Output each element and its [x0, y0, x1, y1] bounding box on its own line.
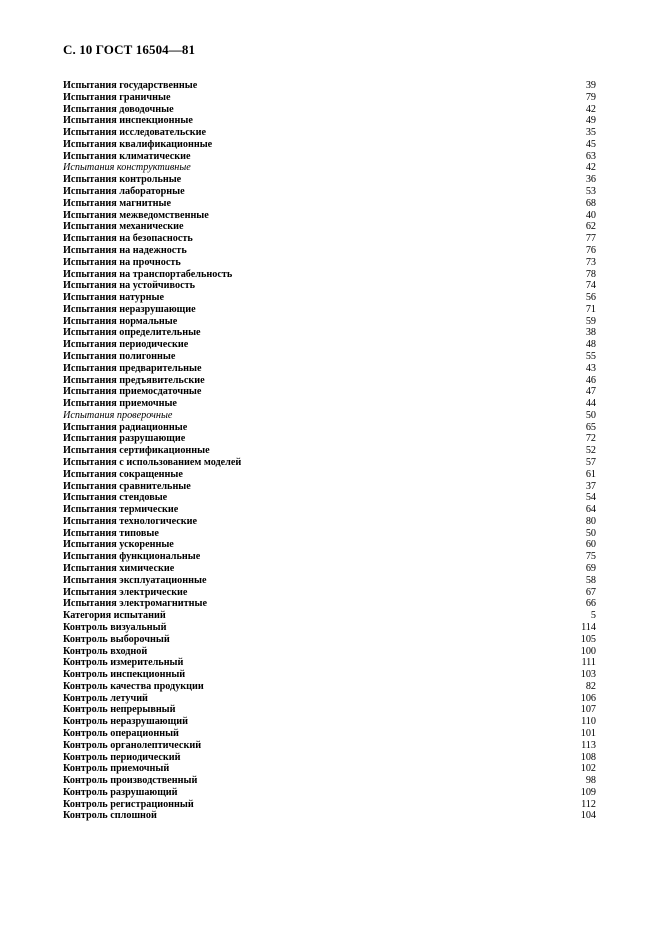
index-page-number: 114	[581, 621, 596, 633]
page-header: С. 10 ГОСТ 16504—81	[63, 42, 196, 57]
index-term: Испытания государственные	[63, 80, 198, 91]
index-term: Испытания граничные	[63, 91, 171, 103]
index-term: Испытания исследовательские	[63, 127, 207, 139]
index-entry	[63, 386, 596, 398]
index-entry	[63, 257, 596, 269]
index-page-number: 57	[585, 457, 596, 468]
index-term: Испытания сокращенные	[63, 468, 183, 480]
index-page-number: 36	[585, 174, 596, 186]
index-page-number: 108	[580, 751, 596, 763]
index-page-number: 71	[585, 303, 596, 315]
index-term: Испытания магнитные	[63, 197, 171, 209]
index-entry	[63, 693, 596, 705]
index-term: Испытания полигонные	[63, 350, 176, 362]
index-term: Контроль инспекционный	[63, 669, 186, 681]
index-page-number: 48	[585, 339, 596, 351]
index-page-number: 105	[580, 633, 596, 645]
index-page-number: 68	[585, 197, 596, 209]
index-page-number: 73	[585, 256, 596, 268]
index-page-number: 61	[585, 468, 596, 480]
index-term: Испытания сертификационные	[63, 445, 210, 457]
index-entry	[63, 481, 596, 493]
index-term: Испытания электрические	[63, 586, 188, 598]
index-term: Испытания технологические	[63, 515, 198, 527]
index-term: Контроль операционный	[63, 727, 179, 739]
index-entry	[63, 127, 596, 139]
index-page-number: 56	[585, 292, 596, 304]
index-term: Испытания механические	[63, 221, 184, 233]
index-entry	[63, 233, 596, 245]
index-term: Контроль визуальный	[63, 621, 167, 633]
index-term: Контроль разрушающий	[63, 786, 178, 798]
index-page-number: 74	[585, 280, 596, 292]
index-term: Испытания межведомственные	[63, 209, 209, 221]
index-entry	[63, 516, 596, 528]
index-term: Испытания проверочные	[63, 409, 173, 421]
index-term: Испытания предъявительские	[63, 374, 205, 386]
index-term: Контроль непрерывный	[63, 704, 176, 716]
index-term: Контроль периодический	[63, 751, 181, 763]
index-term: Испытания химические	[63, 563, 175, 575]
index-term: Испытания разрушающие	[63, 433, 186, 445]
index-term: Контроль входной	[63, 645, 148, 657]
index-page-number: 49	[585, 115, 596, 127]
index-term: Испытания функциональные	[63, 551, 201, 563]
index-term: Контроль производственный	[63, 775, 198, 787]
index-entry	[63, 186, 596, 198]
index-entry	[63, 445, 596, 457]
index-page-number: 113	[581, 739, 596, 751]
index-page-number: 5	[590, 610, 596, 622]
index-page-number: 67	[585, 586, 596, 598]
index-entry	[63, 681, 596, 693]
index-term: Испытания на безопасность	[63, 233, 193, 245]
index-page-number: 111	[581, 657, 596, 669]
index-page-number: 40	[585, 209, 596, 221]
index-entry	[63, 115, 596, 127]
index-page-number: 76	[585, 244, 596, 256]
index-term: Испытания электромагнитные	[63, 598, 207, 610]
index-term: Испытания на транспортабельность	[63, 268, 233, 280]
index-page-number: 110	[581, 716, 596, 728]
index-entry	[63, 775, 596, 787]
index-entry	[63, 787, 596, 799]
index-term: Контроль измерительный	[63, 657, 184, 669]
index-entry	[63, 704, 596, 716]
index-term: Контроль регистрационный	[63, 798, 194, 810]
index-entry	[63, 221, 596, 233]
index-page-number: 112	[581, 798, 596, 810]
index-page-number: 109	[580, 786, 596, 798]
index-term: Испытания лабораторные	[63, 186, 185, 198]
index-entry	[63, 410, 596, 422]
index-entry	[63, 646, 596, 658]
index-entry	[63, 398, 596, 410]
index-page-number: 104	[580, 810, 596, 822]
index-term: Испытания сравнительные	[63, 480, 191, 492]
index-entry	[63, 551, 596, 563]
index-term: Испытания неразрушающие	[63, 303, 196, 315]
index-entry	[63, 539, 596, 551]
index-term: Испытания определительные	[63, 327, 201, 339]
index-entry	[63, 634, 596, 646]
index-entry	[63, 104, 596, 116]
index-term: Контроль неразрушающий	[63, 716, 188, 728]
index-entry	[63, 339, 596, 351]
index-term: Испытания радиационные	[63, 421, 188, 433]
index-page-number: 47	[585, 386, 596, 398]
index-entry	[63, 375, 596, 387]
index-term: Испытания с использованием моделей	[63, 457, 242, 468]
index-page-number: 75	[585, 551, 596, 563]
index-entry	[63, 174, 596, 186]
index-entry	[63, 563, 596, 575]
index-page-number: 64	[585, 504, 596, 516]
index-entry	[63, 151, 596, 163]
index-page-number: 69	[585, 563, 596, 575]
term-index-list	[63, 80, 596, 822]
index-term: Испытания приемочные	[63, 398, 177, 410]
index-page-number: 38	[585, 327, 596, 339]
index-term: Испытания типовые	[63, 527, 159, 539]
index-term: Испытания натурные	[63, 292, 164, 304]
index-page-number: 65	[585, 421, 596, 433]
index-term: Испытания нормальные	[63, 315, 178, 327]
index-page-number: 62	[585, 221, 596, 233]
index-entry	[63, 457, 596, 469]
index-entry	[63, 304, 596, 316]
index-entry	[63, 763, 596, 775]
index-term: Испытания квалификационные	[63, 138, 213, 150]
index-page-number: 42	[585, 162, 596, 174]
index-term: Испытания конструктивные	[63, 162, 191, 174]
index-entry	[63, 162, 596, 174]
index-term: Испытания стендовые	[63, 492, 168, 504]
index-entry	[63, 752, 596, 764]
index-entry	[63, 80, 596, 92]
index-term: Испытания на прочность	[63, 256, 181, 268]
index-page-number: 63	[585, 150, 596, 162]
index-term: Категория испытаний	[63, 610, 166, 622]
index-term: Испытания периодические	[63, 339, 189, 351]
index-page-number: 35	[585, 127, 596, 139]
index-term: Испытания доводочные	[63, 103, 174, 115]
index-entry	[63, 245, 596, 257]
index-page-number: 50	[585, 409, 596, 421]
index-entry	[63, 669, 596, 681]
index-entry	[63, 469, 596, 481]
index-page-number: 79	[585, 91, 596, 103]
index-entry	[63, 528, 596, 540]
index-page-number: 78	[585, 268, 596, 280]
index-entry	[63, 292, 596, 304]
index-entry	[63, 740, 596, 752]
index-term: Испытания на надежность	[63, 244, 187, 256]
index-page-number: 52	[585, 445, 596, 457]
index-term: Испытания контрольные	[63, 174, 182, 186]
index-page-number: 58	[585, 574, 596, 586]
index-term: Контроль качества продукции	[63, 680, 204, 692]
index-page-number: 66	[585, 598, 596, 610]
index-entry	[63, 280, 596, 292]
index-entry	[63, 92, 596, 104]
index-page-number: 100	[580, 645, 596, 657]
index-page-number: 82	[585, 680, 596, 692]
index-entry	[63, 622, 596, 634]
index-entry	[63, 492, 596, 504]
index-page-number: 37	[585, 480, 596, 492]
index-term: Контроль органолептический	[63, 739, 202, 751]
index-term: Испытания термические	[63, 504, 179, 516]
index-page-number: 50	[585, 527, 596, 539]
index-entry	[63, 316, 596, 328]
index-entry	[63, 587, 596, 599]
index-page-number: 42	[585, 103, 596, 115]
index-page-number: 106	[580, 692, 596, 704]
index-entry	[63, 810, 596, 822]
index-entry	[63, 139, 596, 151]
index-entry	[63, 657, 596, 669]
index-entry	[63, 504, 596, 516]
index-term: Испытания климатические	[63, 150, 191, 162]
index-entry	[63, 610, 596, 622]
index-term: Испытания приемосдаточные	[63, 386, 202, 398]
index-term: Контроль сплошной	[63, 810, 157, 822]
index-entry	[63, 422, 596, 434]
index-term: Испытания эксплуатационные	[63, 574, 207, 586]
index-entry	[63, 363, 596, 375]
index-entry	[63, 269, 596, 281]
index-page-number: 59	[585, 315, 596, 327]
index-term: Контроль летучий	[63, 692, 148, 704]
index-page-number: 98	[585, 775, 596, 787]
index-entry	[63, 598, 596, 610]
index-page-number: 102	[580, 763, 596, 775]
index-term: Испытания предварительные	[63, 362, 202, 374]
index-term: Испытания ускоренные	[63, 539, 174, 551]
index-page-number: 60	[585, 539, 596, 551]
index-page-number: 45	[585, 138, 596, 150]
index-page-number: 43	[585, 362, 596, 374]
index-entry	[63, 351, 596, 363]
index-entry	[63, 210, 596, 222]
index-term: Контроль приемочный	[63, 763, 170, 775]
index-page-number: 44	[585, 398, 596, 410]
index-page-number: 80	[585, 515, 596, 527]
index-page-number: 107	[580, 704, 596, 716]
index-entry	[63, 716, 596, 728]
index-page-number: 101	[580, 727, 596, 739]
index-entry	[63, 799, 596, 811]
index-page-number: 72	[585, 433, 596, 445]
index-page-number: 77	[585, 233, 596, 245]
index-term: Испытания на устойчивость	[63, 280, 195, 292]
index-page-number: 55	[585, 350, 596, 362]
index-page-number: 39	[585, 80, 596, 91]
index-entry	[63, 198, 596, 210]
index-page-number: 54	[585, 492, 596, 504]
index-term: Контроль выборочный	[63, 633, 170, 645]
index-page-number: 53	[585, 186, 596, 198]
index-page-number: 103	[580, 669, 596, 681]
index-term: Испытания инспекционные	[63, 115, 193, 127]
index-entry	[63, 728, 596, 740]
index-entry	[63, 327, 596, 339]
index-page-number: 46	[585, 374, 596, 386]
index-entry	[63, 575, 596, 587]
index-entry	[63, 433, 596, 445]
